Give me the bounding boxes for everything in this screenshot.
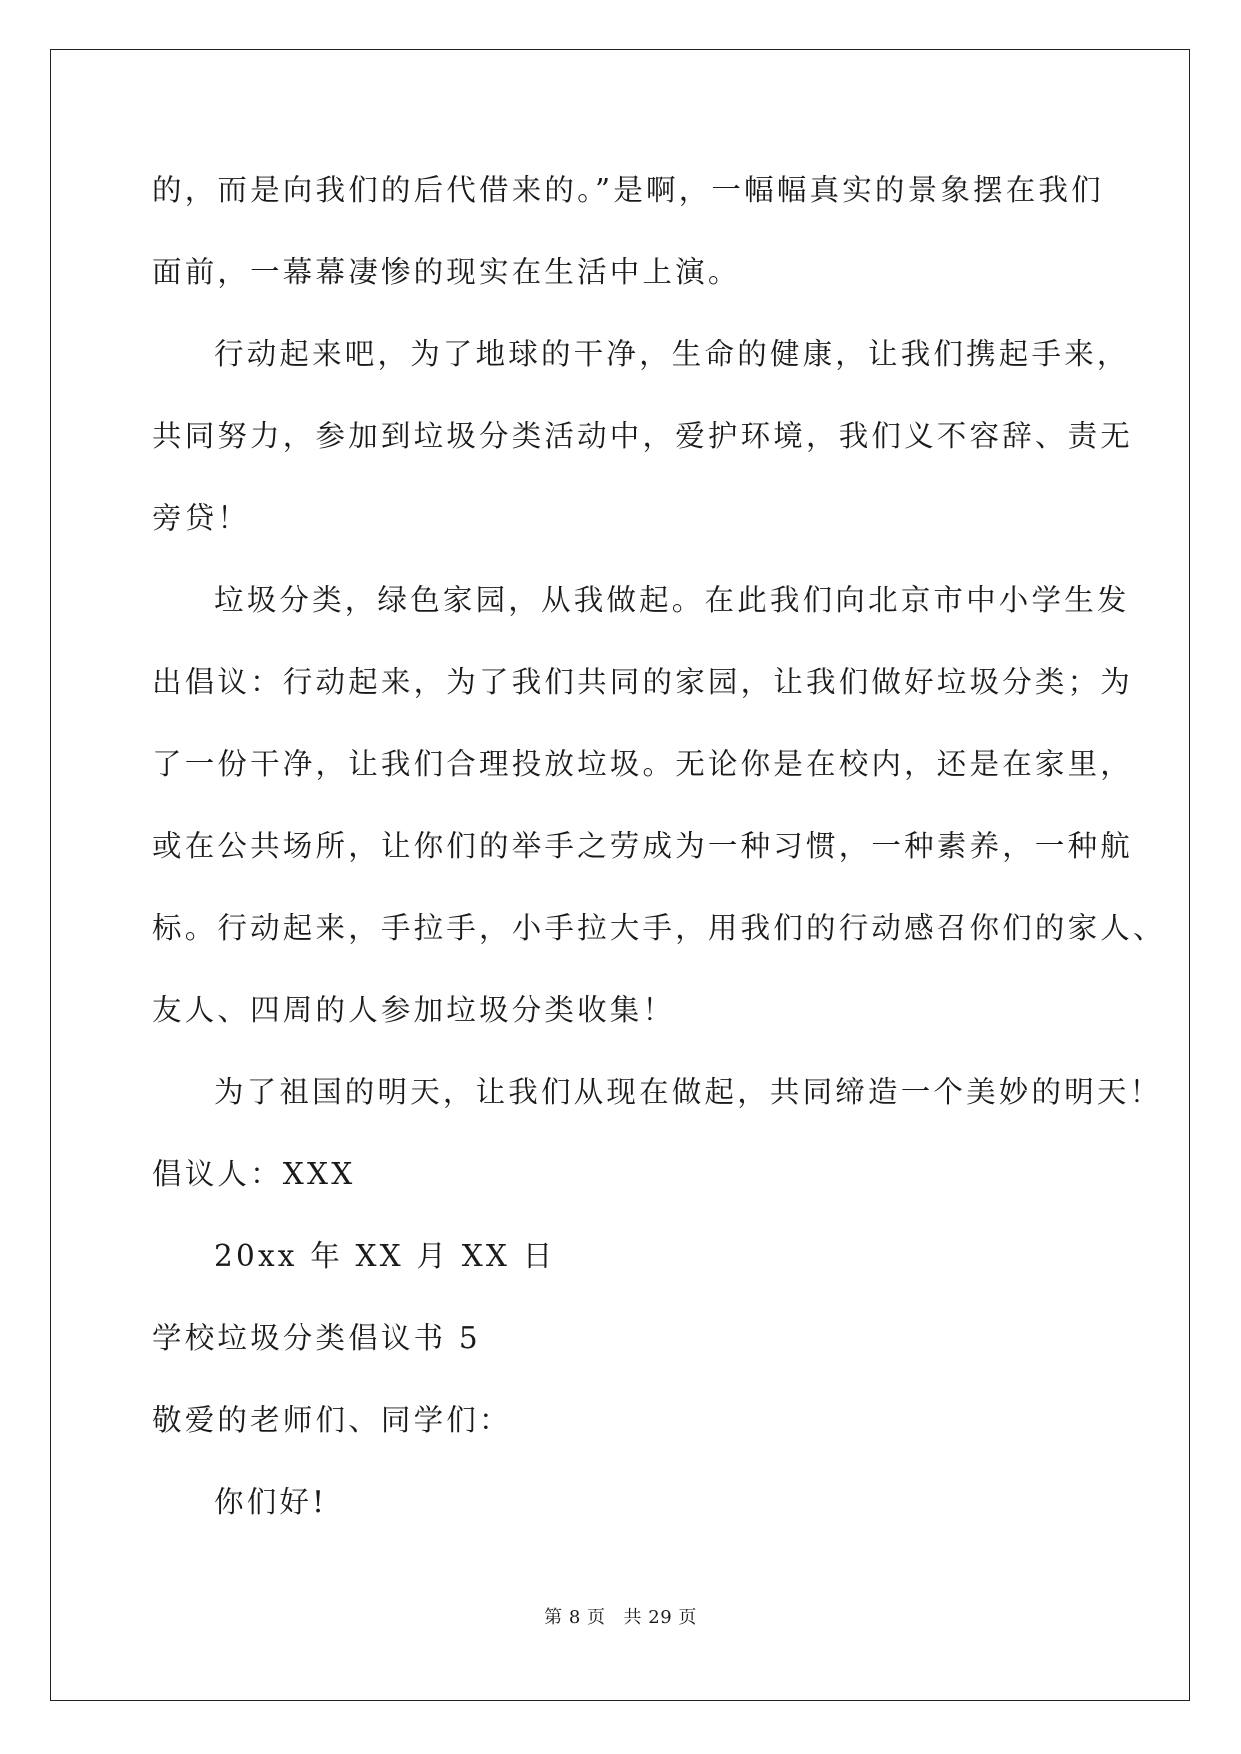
page-footer (0, 1606, 1241, 1630)
text-line: 或在公共场所，让你们的举手之劳成为一种习惯，一种素养，一种航 (152, 829, 1134, 863)
text-line: 的，而是向我们的后代借来的。”是啊，一幅幅真实的景象摆在我们 (152, 173, 1104, 207)
text-line: 了一份干净，让我们合理投放垃圾。无论你是在校内，还是在家里， (152, 747, 1134, 781)
greeting: 你们好! (214, 1485, 328, 1519)
salutation: 敬爱的老师们、同学们： (152, 1403, 512, 1437)
page-number: 第 8 页 (544, 1607, 606, 1628)
text-line: 面前，一幕幕凄惨的现实在生活中上演。 (152, 255, 741, 289)
text-line: 标。行动起来，手拉手，小手拉大手，用我们的行动感召你们的家人、 (152, 911, 1166, 945)
paragraph-line: 行动起来吧，为了地球的干净，生命的健康，让我们携起手来， (214, 337, 1130, 371)
text-line: 共同努力，参加到垃圾分类活动中，爱护环境，我们义不容辞、责无 (152, 419, 1134, 453)
text-line: 旁贷！ (152, 501, 251, 535)
paragraph-line: 垃圾分类，绿色家园，从我做起。在此我们向北京市中小学生发 (214, 583, 1130, 617)
page-total: 共 29 页 (623, 1607, 697, 1628)
paragraph-line: 为了祖国的明天，让我们从现在做起，共同缔造一个美妙的明天！ (214, 1075, 1163, 1109)
section-title: 学校垃圾分类倡议书 5 (152, 1321, 481, 1355)
text-line: 友人、四周的人参加垃圾分类收集！ (152, 993, 676, 1027)
proposer-line: 倡议人：XXX (152, 1157, 356, 1191)
text-line: 出倡议：行动起来，为了我们共同的家园，让我们做好垃圾分类；为 (152, 665, 1134, 699)
date-line: 20xx 年 XX 月 XX 日 (214, 1239, 556, 1273)
page-border (50, 49, 1190, 1701)
